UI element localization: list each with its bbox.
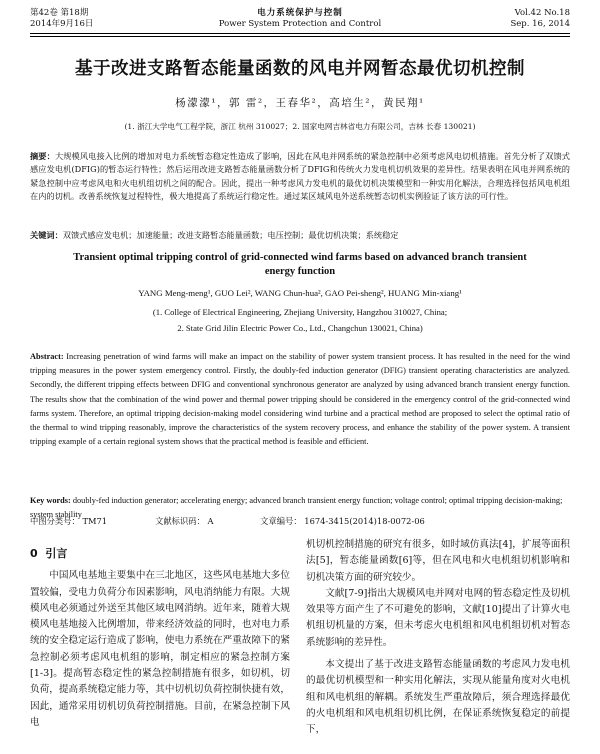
- authors-cn: 杨濛濛¹，郭 雷²，王春华²，高培生²，黄民翔¹: [175, 97, 425, 109]
- abstract-cn-text: 大规模风电接入比例的增加对电力系统暂态稳定性造成了影响，因此在风电并网系统的紧急控制中必须考虑风电切机措施。首先分析了双馈式感应发电机(DFIG)的暂态运行特性；然后运用改进支路暂态能量函数分析了DFIG和传统火力发电机切机效果的差异性。结果表明在风电并网系统的紧急控制中应考虑风电和火电机组切机之间的配合。因此，提出一种考虑风力发电机的最优切机决策模型和一种实用化解法，合理选择包括风电机组在内的切机。改善系统恢复过程特性，极大地提高了系统运行稳定性。通过某区域风电外送系统暂态切机实例验证了该方法的可行性。: [30, 151, 570, 201]
- affiliation-en-2: 2. State Grid Jilin Electric Power Co., Ltd., Changchun 130021, China): [177, 323, 423, 333]
- doc-label: 文献标识码：: [155, 516, 205, 526]
- header-journal: [30, 8, 570, 30]
- affiliation-en-1: (1. College of Electrical Engineering, Zhejiang University, Hangzhou 310027, China;: [152, 307, 448, 317]
- section-title: 引言: [45, 547, 68, 560]
- body-column-left: [30, 546, 290, 731]
- header-issue: 第42卷 第18期 2014年9月16日: [30, 8, 94, 29]
- affiliations-en: [0, 304, 600, 336]
- section-heading: [30, 546, 290, 562]
- affiliations-cn: (1. 浙江大学电气工程学院，浙江 杭州 310027；2. 国家电网吉林省电力有限公司，吉林 长春 130021): [124, 122, 476, 131]
- keywords-en-label: Key words:: [30, 496, 71, 505]
- keywords-cn-text: 双馈式感应发电机；加速能量；改进支路暂态能量函数；电压控制；最优切机决策；系统稳定: [62, 230, 399, 240]
- keywords-cn-label: 关键词：: [30, 230, 63, 240]
- abstract-cn: [30, 150, 570, 203]
- header-volume: Vol.42 No.18 Sep. 16, 2014: [510, 8, 570, 29]
- body-paragraph: 文献[7-9]指出大规模风电并网对电网的暂态稳定性及切机效果等方面产生了不可避免的影响，文献[10]提出了计算火电机组切机量的方案，但未考虑火电机组和风电机组切机对暂态系统影响的差异性。: [306, 587, 570, 648]
- doc-value: A: [207, 516, 214, 526]
- article-label: 文章编号：: [260, 516, 302, 526]
- paper-title-en: Transient optimal tripping control of grid-connected wind farms based on advanced branch transient energy function: [73, 252, 527, 277]
- body-paragraph: 本文提出了基于改进支路暂态能量函数的考虑风力发电机的最优切机模型和一种实用化解法，实现从能量角度对火电机组和风电机组的解耦。系统发生严重故障后，须合理选择最优的火电机组和风电机组切机比例，在保证系统恢复稳定的前提下，: [306, 659, 570, 736]
- keywords-en-text: doubly-fed induction generator; accelerating energy; advanced branch transient energy function; voltage control; optimal tripping decision-making; system stability: [30, 496, 563, 519]
- clc-value: TM71: [82, 516, 108, 526]
- keywords-cn: [30, 229, 570, 242]
- journal-name-cn: 电力系统保护与控制: [257, 8, 343, 18]
- body-column-right: [306, 537, 570, 739]
- classification-line: [30, 515, 570, 527]
- clc-label: 中图分类号：: [30, 516, 80, 526]
- abstract-en-text: Increasing penetration of wind farms will make an impact on the stability of power system transient process. It has resulted in the need for the wind tripping measures in the power system emergency control. Firstly, the doubly-fed induction generator (DFIG) transient operating characteristics are analyzed. Secondly, the different tripping effects between DFIG and conventional synchronous generator are analyzed by using advanced branch transient energy function. The results show that the combination of the wind power and thermal power tripping should be considered in the emergency control of the grid-connected wind farms system. Therefore, an optimal tripping decision-making model considering wind turbine and a practical method are proposed to select the optimal ratio of the thermal to wind tripping reasonably, improve the characteristics of the system recovery process, and enhance the stability of the power system. A transient tripping example of a certain regional system shows that the practical method is feasible and efficient.: [30, 352, 571, 447]
- body-paragraph: 机切机控制措施的研究有很多，如时域仿真法[4]，扩展等面积法[5]，暂态能量函数[6]等，但在风电和火电机组切机影响和切机决策方面的研究较少。: [306, 539, 570, 583]
- body-paragraph: 中国风电基地主要集中在三北地区，这些风电基地大多位置较偏，受电力负荷分布因素影响，风电消纳能力有限。大规模风电必须通过外送至其他区域电网消纳。近年来，随着大规模风电基地接入比例增加，带来经济效益的同时，也对电力系统的安全稳定运行造成了影响，使电力系统在严重故障下的紧急控制必须考虑风电机组的影响，制定相应的紧急控制方案[1-3]。提高暂态稳定性的紧急控制措施有很多，如切机，切负荷，提高系统稳定能力等，其中切机切负荷控制快捷有效，因此，通常采用切机切负荷控制措施。目前，在紧急控制下风电: [30, 570, 290, 728]
- header-rule-thin: [30, 36, 570, 37]
- running-header: [30, 8, 570, 34]
- header-rule-thick: [30, 33, 570, 34]
- article-value: 1674-3415(2014)18-0072-06: [304, 516, 425, 526]
- abstract-en: [30, 350, 570, 449]
- journal-name-en: Power System Protection and Control: [218, 19, 382, 29]
- paper-title-cn: 基于改进支路暂态能量函数的风电并网暂态最优切机控制: [75, 59, 525, 79]
- abstract-en-label: Abstract:: [30, 352, 64, 361]
- authors-en: YANG Meng-meng¹, GUO Lei², WANG Chun-hua², GAO Pei-sheng², HUANG Min-xiang¹: [138, 288, 462, 298]
- abstract-cn-label: 摘要：: [30, 151, 55, 161]
- section-number: 0: [30, 547, 38, 560]
